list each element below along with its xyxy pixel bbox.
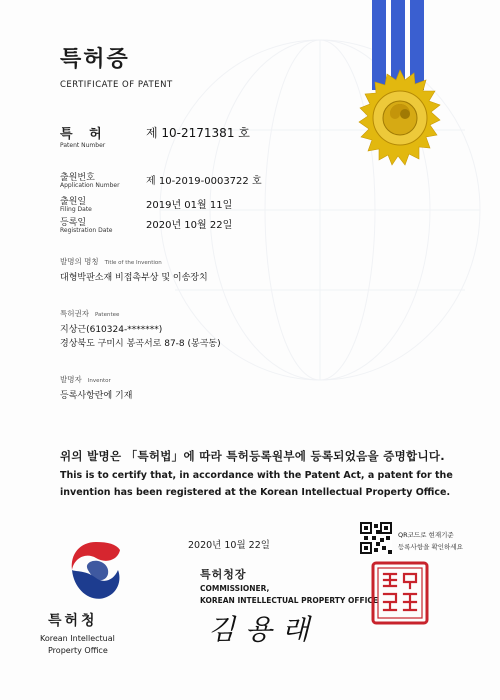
patent-label-korean: 특 허 [60,127,108,142]
certification-english-line1: This is to certify that, in accordance with the Patent Act, a patent for the [60,470,453,481]
title-korean: 특허증 [60,47,130,72]
registration-date: 2020년 10월 22일 [146,220,233,231]
kipo-logo-icon [68,540,124,604]
gold-seal-with-ribbon [340,0,460,170]
filing-date: 2019년 01월 11일 [146,200,233,211]
commissioner-signature: 김용래 [208,613,320,646]
invention-title: 대형박판소재 비접촉부상 및 이송장치 [60,273,208,283]
application-label-korean: 출원번호 [60,173,95,183]
issue-date: 2020년 10월 22일 [188,540,270,551]
inventor-label [60,374,111,385]
inventor-label-korean: 발명자 [60,375,82,384]
patentee-label-korean: 특허권자 [60,309,89,318]
registration-label-english: Registration Date [60,227,113,234]
inventor-value: 등록사항란에 기재 [60,391,133,401]
application-label-english: Application Number [60,182,120,189]
qr-code [360,522,392,554]
commissioner-title-korean: 특허청장 [200,568,247,581]
qr-note-line2: 등록사항을 확인하세요 [398,543,463,551]
title-english: CERTIFICATE OF PATENT [60,80,173,90]
patentee-address: 경상북도 구미시 봉곡서로 87-8 (봉곡동) [60,339,221,349]
invention-label-korean: 발명의 명칭 [60,257,99,266]
patentee-name: 지상근(610324-*******) [60,325,163,335]
certification-english-line2: invention has been registered at the Korean Intellectual Property Office. [60,487,451,498]
kipo-name-english-line1: Korean Intellectual [40,634,115,643]
commissioner-title-english-line1: COMMISSIONER, [200,584,270,593]
kipo-name-korean: 특허청 [48,613,98,629]
filing-label-korean: 출원일 [60,197,87,207]
kipo-name-english-line2: Property Office [48,646,108,655]
filing-label-english: Filing Date [60,206,92,213]
qr-note-line1: QR코드로 현재기준 [398,531,454,539]
official-red-stamp [370,560,430,626]
patentee-label [60,308,119,319]
patent-label-english: Patent Number [60,142,106,149]
patent-number: 제 10-2171381 호 [146,126,250,140]
invention-label-english: Title of the Invention [104,260,162,266]
application-number: 제 10-2019-0003722 호 [146,176,262,187]
registration-label-korean: 등록일 [60,218,87,228]
patentee-label-english: Patentee [94,312,120,318]
invention-label [60,256,162,267]
certification-korean: 위의 발명은 「특허법」에 따라 특허등록원부에 등록되었음을 증명합니다. [60,449,445,463]
commissioner-title-english-line2: KOREAN INTELLECTUAL PROPERTY OFFICE [200,596,379,605]
inventor-label-english: Inventor [87,378,111,384]
